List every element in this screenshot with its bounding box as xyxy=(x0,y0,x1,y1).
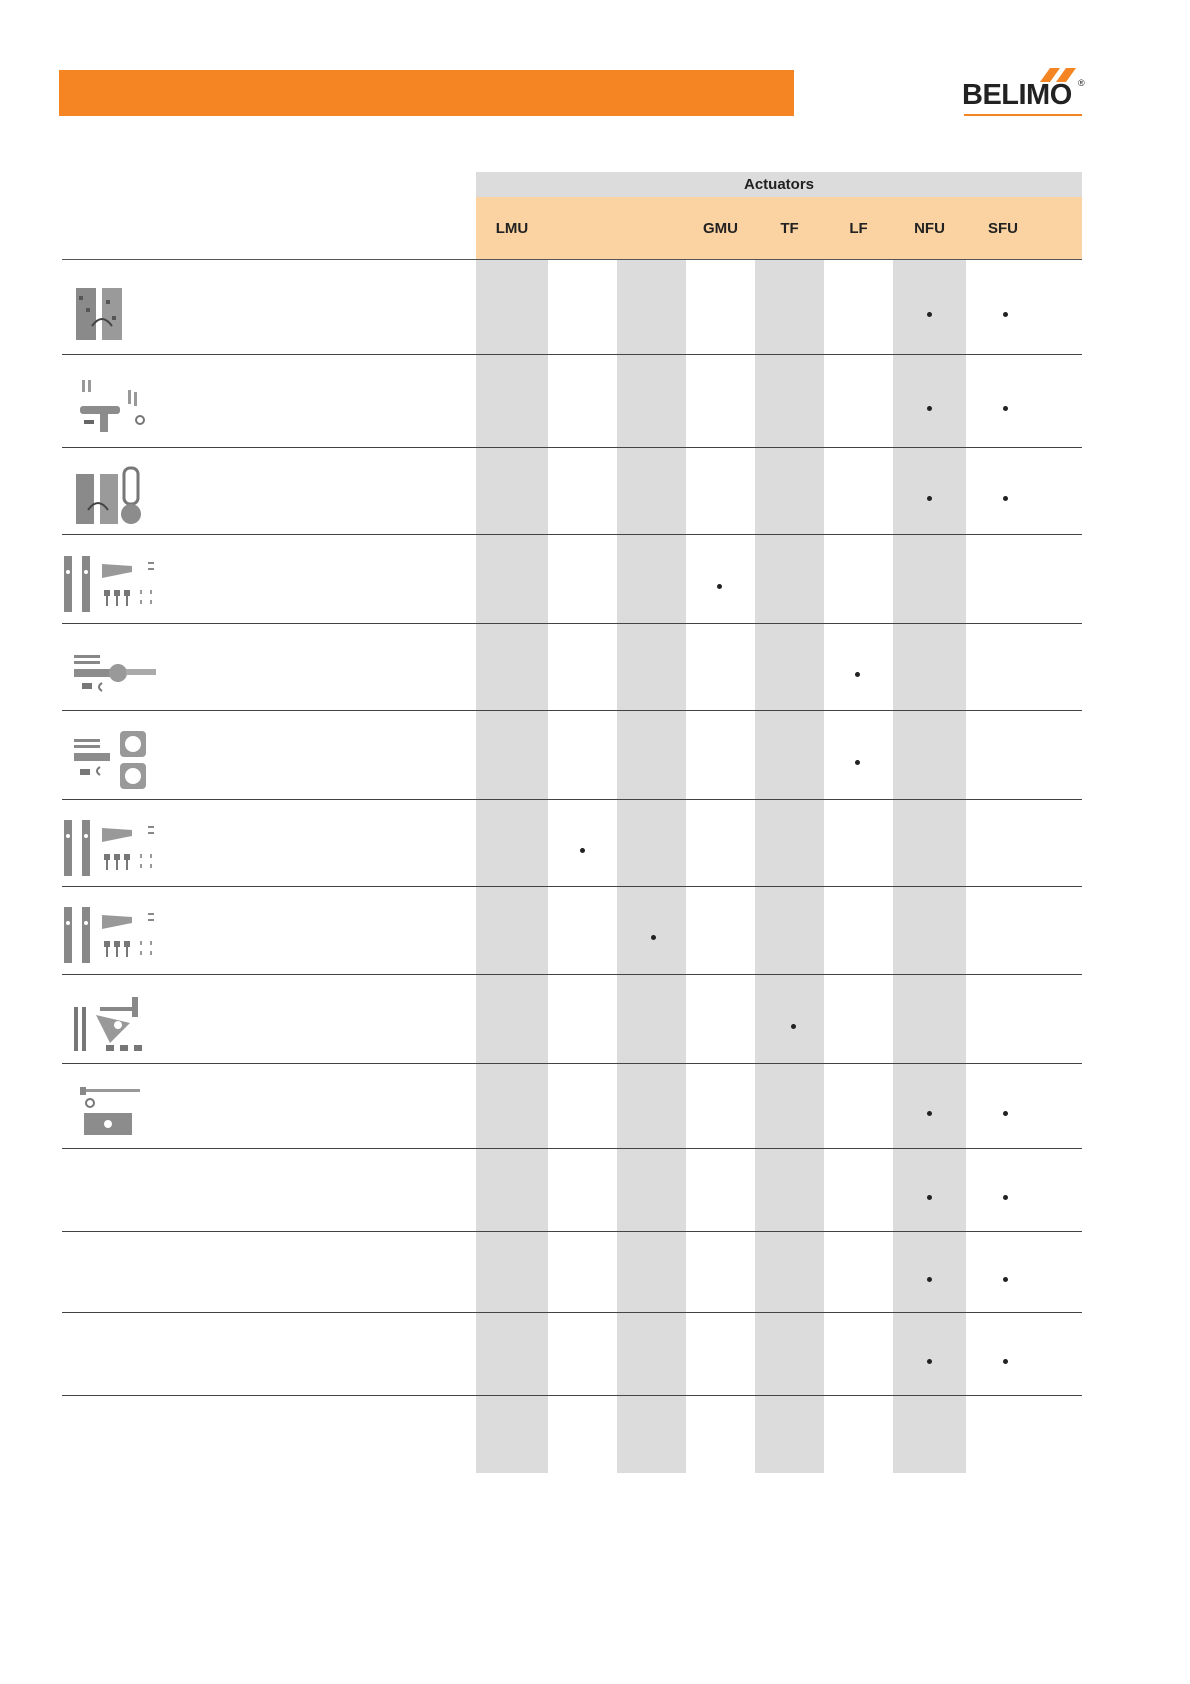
bracket-kit-icon xyxy=(62,905,158,965)
bracket-kit-icon xyxy=(62,818,158,878)
jackshaft-linkage-kit-icon xyxy=(70,993,146,1055)
table-row xyxy=(62,1149,1082,1232)
logo-registered-mark: ® xyxy=(1078,78,1085,88)
compatibility-dot xyxy=(1003,1359,1008,1364)
compatibility-dot xyxy=(717,584,722,589)
compatibility-dot xyxy=(580,848,585,853)
table-row xyxy=(62,711,1082,800)
table-row xyxy=(62,624,1082,711)
logo-wordmark: BELIMO xyxy=(962,79,1072,111)
logo-underline xyxy=(964,114,1082,116)
column-header-unlabeled-2 xyxy=(548,197,617,260)
header-accent-bar xyxy=(59,70,794,116)
column-header-lmu: LMU xyxy=(495,220,529,237)
compatibility-dot xyxy=(927,1277,932,1282)
compatibility-dot xyxy=(1003,406,1008,411)
column-header-nfu: NFU xyxy=(914,220,945,237)
bracket-kit-icon xyxy=(62,554,158,614)
table-row xyxy=(62,1064,1082,1149)
shaft-extension-kit-icon xyxy=(70,1083,140,1139)
compatibility-dot xyxy=(855,760,860,765)
row-divider xyxy=(62,1395,1082,1396)
compatibility-dot xyxy=(1003,1277,1008,1282)
column-header-tf: TF xyxy=(780,220,799,237)
table-row xyxy=(62,887,1082,975)
compatibility-dot xyxy=(1003,312,1008,317)
table-row xyxy=(62,975,1082,1064)
mounting-plates-kit-icon xyxy=(70,282,130,342)
compatibility-table xyxy=(62,172,1082,1472)
actuators-group-header: Actuators xyxy=(476,172,1082,197)
compatibility-dot xyxy=(927,496,932,501)
crank-arm-linkage-kit-icon xyxy=(70,647,160,697)
column-header-sfu: SFU xyxy=(988,220,1018,237)
compatibility-dot xyxy=(927,1111,932,1116)
compatibility-dot xyxy=(791,1024,796,1029)
compatibility-dot xyxy=(927,1195,932,1200)
compatibility-dot xyxy=(1003,496,1008,501)
table-row xyxy=(62,1313,1082,1396)
column-header-gmu: GMU xyxy=(703,220,738,237)
table-row xyxy=(62,1232,1082,1313)
table-row xyxy=(62,448,1082,535)
compatibility-dot xyxy=(1003,1195,1008,1200)
compatibility-dot xyxy=(927,1359,932,1364)
compatibility-dot xyxy=(651,935,656,940)
table-row xyxy=(62,260,1082,355)
compatibility-dot xyxy=(927,312,932,317)
table-row xyxy=(62,355,1082,448)
table-row xyxy=(62,535,1082,624)
compatibility-dot xyxy=(855,672,860,677)
table-row xyxy=(62,800,1082,887)
column-header-unlabeled-3 xyxy=(617,197,686,260)
compatibility-dot xyxy=(1003,1111,1008,1116)
column-header-lf: LF xyxy=(849,220,868,237)
crank-arm-kit-icon xyxy=(70,376,150,436)
flange-linkage-kit-icon xyxy=(70,729,150,791)
compatibility-dot xyxy=(927,406,932,411)
mounting-plates-clamp-kit-icon xyxy=(70,466,154,526)
belimo-logo xyxy=(962,68,1087,120)
